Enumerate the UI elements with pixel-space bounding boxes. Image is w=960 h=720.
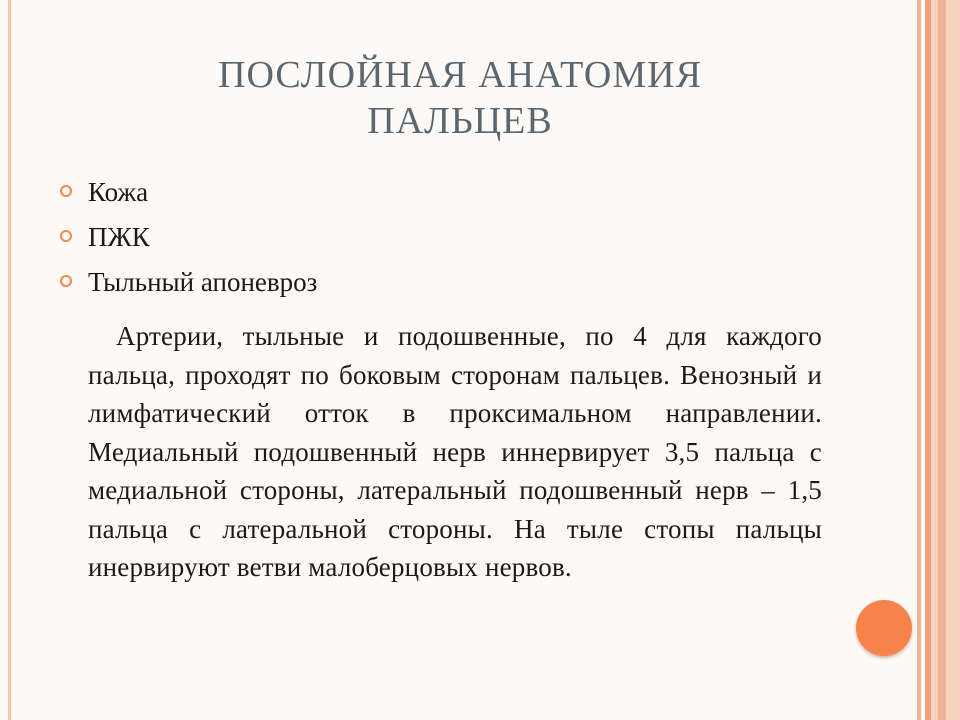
bullet-label: ПЖК	[88, 222, 150, 252]
bullet-label: Тыльный апоневроз	[88, 267, 318, 297]
circle-bullet-icon	[60, 185, 72, 197]
right-stripe-inner	[938, 0, 946, 720]
bullet-item-dorsal-aponeurosis	[60, 266, 840, 299]
bullet-list	[60, 176, 840, 311]
right-stripe-mid	[925, 0, 931, 720]
slide-title-line-2: ПАЛЬЦЕВ	[367, 100, 553, 142]
bullet-label: Кожа	[88, 177, 149, 207]
circle-bullet-icon	[60, 230, 72, 242]
left-border-line	[8, 0, 11, 720]
bullet-item-skin	[60, 176, 840, 209]
body-paragraph: Артерии, тыльные и подошвенные, по 4 для каждого пальца, проходят по боковым сторонам пальцев. Венозный и лимфатический отток в проксимальном направлении. Медиальный подошвенный нерв иннервирует 3,5 пальца с медиальной стороны, латеральный подошвенный нерв – 1,5 пальца с латеральной стороны. На тыле стопы пальцы инервируют ветви малоберцовых нервов.	[88, 321, 822, 582]
slide-title-line-1: ПОСЛОЙНАЯ АНАТОМИЯ	[218, 54, 702, 96]
decorative-circle	[856, 600, 912, 656]
circle-bullet-icon	[60, 275, 72, 287]
bullet-item-subcutaneous-fat	[60, 221, 840, 254]
right-stripe-thin	[917, 0, 921, 720]
slide-title	[90, 52, 830, 144]
